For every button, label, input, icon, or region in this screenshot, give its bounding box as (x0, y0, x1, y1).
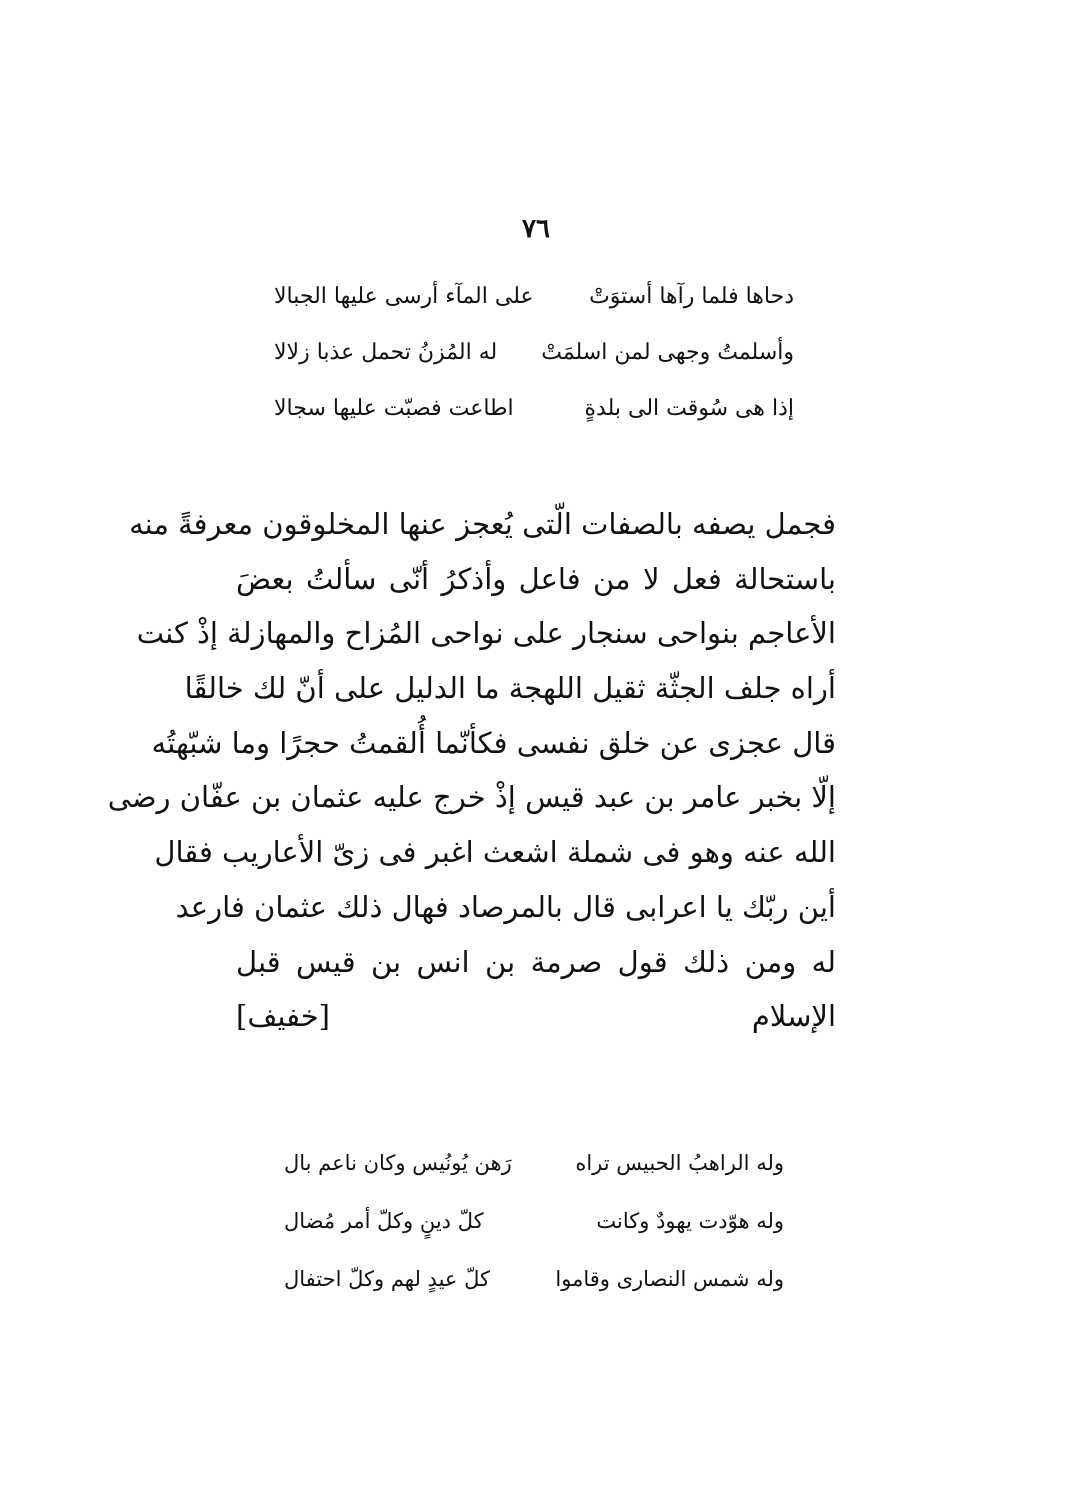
verse-first-hemistich: إذا هى سُوقت الى بلدةٍ (584, 396, 794, 421)
verse-line (274, 338, 794, 394)
verse-line (284, 1264, 784, 1322)
page-number: ٧٦ (522, 214, 550, 244)
verse-line (284, 1148, 784, 1206)
verse-block-bottom (284, 1148, 784, 1322)
verse-second-hemistich: كلّ عيدٍ لهم وكلّ احتفال (284, 1267, 491, 1291)
verse-block-top (274, 282, 794, 450)
prose-line: أراه جلف الجثّة ثقيل اللهجة ما الدليل على أنّ لك خالقًا (184, 671, 836, 706)
prose-line: له ومن ذلك قول صرمة بن انس بن قيس قبل (236, 944, 836, 979)
verse-line (274, 394, 794, 450)
verse-line (274, 282, 794, 338)
verse-second-hemistich: على المآء أرسى عليها الجبالا (274, 284, 534, 309)
verse-line (284, 1206, 784, 1264)
prose-paragraph (107, 497, 836, 1044)
prose-line-last (236, 989, 836, 1044)
verse-first-hemistich: وله الراهبُ الحبيس تراه (575, 1151, 784, 1175)
verse-second-hemistich: اطاعت فصبّت عليها سجالا (274, 396, 514, 421)
meter-label: [خفيف] (236, 999, 330, 1034)
prose-line: الأعاجم بنواحى سنجار على نواحى المُزاح والمهازلة إذْ كنت (136, 616, 836, 651)
verse-first-hemistich: وأسلمتُ وجهى لمن اسلمَتْ (541, 340, 794, 365)
prose-line: إلّا بخبر عامر بن عبد قيس إذْ خرج عليه عثمان بن عفّان رضى (107, 780, 836, 815)
prose-line: قال عجزى عن خلق نفسى فكأنّما أُلقمتُ حجرًا وما شبّهتُه (151, 725, 836, 760)
prose-line: أين ربّك يا اعرابى قال بالمرصاد فهال ذلك عثمان فارعد (175, 889, 836, 924)
prose-line: باستحالة فعل لا من فاعل وأذكرُ أنّى سألتُ بعضَ (236, 561, 836, 596)
prose-last-word: الإسلام (751, 999, 836, 1034)
verse-second-hemistich: كلّ دينٍ وكلّ أمر مُضال (284, 1209, 484, 1233)
prose-line: فجمل يصفه بالصفات الّتى يُعجز عنها المخلوقون معرفةً منه (129, 507, 836, 541)
verse-first-hemistich: دحاها فلما رآها أستوَتْ (589, 284, 794, 309)
verse-first-hemistich: وله شمس النصارى وقاموا (555, 1267, 784, 1291)
verse-second-hemistich: له المُزنُ تحمل عذبا زلالا (274, 340, 498, 365)
prose-line: الله عنه وهو فى شملة اشعث اغبر فى زىّ الأعاريب فقال (154, 835, 836, 870)
verse-first-hemistich: وله هوّدت يهودٌ وكانت (596, 1209, 784, 1233)
verse-second-hemistich: رَهن يُونُيس وكان ناعم بال (284, 1151, 512, 1175)
